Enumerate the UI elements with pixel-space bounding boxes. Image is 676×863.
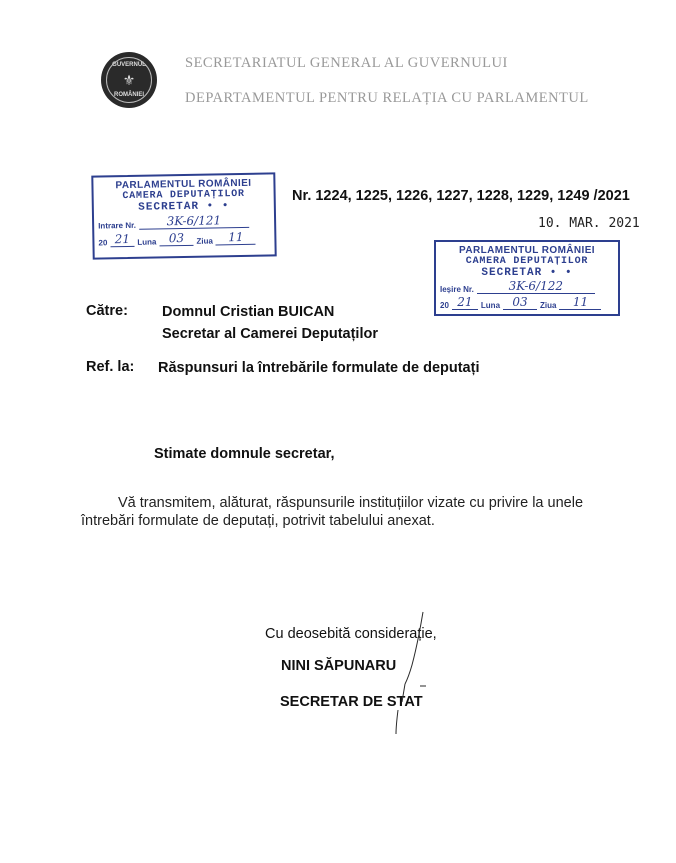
stamp-in-date-row [98,229,274,247]
stamp-in-year-prefix: 20 [98,238,108,248]
outgoing-registration-stamp [434,240,620,316]
reference-text: Răspunsuri la întrebările formulate de deputați [158,360,480,376]
document-date: 10. MAR. 2021 [538,216,640,231]
closing-phrase: Cu deosebită considerație, [265,626,437,642]
stamp-in-ziua: 11 [216,230,256,246]
stamp-out-date-row [440,295,618,310]
stamp-out-ziua: 11 [559,295,601,310]
handwritten-signature [390,610,450,740]
stamp-in-line1: PARLAMENTUL ROMÂNIEI [115,177,252,192]
stamp-out-luna-label: Luna [480,301,501,310]
stamp-out-nr-label: Ieșire Nr. [440,285,474,294]
seal-bottom-text: ROMÂNIEI [114,92,144,98]
stamp-out-line2: CAMERA DEPUTAȚILOR [465,256,589,267]
recipient-title: Secretar al Camerei Deputaților [162,326,378,342]
stamp-in-nr-value: 3K-6/121 [139,213,249,230]
stamp-in-nr-label: Intrare Nr. [98,220,137,231]
government-seal [101,52,157,108]
signatory-role: SECRETAR DE STAT [280,694,423,710]
recipient-name: Domnul Cristian BUICAN [162,304,335,320]
header-line-1: SECRETARIATUL GENERAL AL GUVERNULUI [185,55,508,71]
recipient-label: Către: [86,303,128,319]
stamp-in-line3: SECRETAR • • [138,200,230,214]
stamp-in-luna-label: Luna [137,237,157,247]
body-line-1: Vă transmitem, alăturat, răspunsurile instituțiilor vizate cu privire la unele [118,495,584,511]
header-line-2: DEPARTAMENTUL PENTRU RELAȚIA CU PARLAMENTUL [185,90,589,106]
incoming-registration-stamp [91,172,276,259]
stamp-out-year: 21 [452,295,478,310]
stamp-in-ziua-label: Ziua [196,236,213,246]
signatory-name: NINI SĂPUNARU [281,658,397,674]
stamp-out-nr-value: 3K-6/122 [477,279,595,294]
stamp-out-nr-row [440,279,618,294]
stamp-in-year: 21 [110,232,134,247]
stamp-out-ziua-label: Ziua [540,301,557,310]
stamp-in-luna: 03 [159,231,193,247]
seal-ring [106,57,152,103]
reference-label: Ref. la: [86,359,135,375]
stamp-out-luna: 03 [503,295,537,310]
stamp-in-nr-row [98,212,274,230]
stamp-out-line3: SECRETAR • • [481,267,573,279]
stamp-out-year-prefix: 20 [440,301,449,310]
salutation: Stimate domnule secretar, [154,446,335,462]
seal-top-text: GUVERNUL [112,62,146,68]
stamp-in-line2: CAMERA DEPUTAȚILOR [122,188,245,203]
eagle-icon: ⚜ [122,72,136,88]
body-line-2: întrebări formulate de deputați, potrivit tabelului anexat. [81,513,435,529]
document-number: Nr. 1224, 1225, 1226, 1227, 1228, 1229, 1249 /2021 [292,188,630,204]
stamp-out-line1: PARLAMENTUL ROMÂNIEI [459,245,595,256]
